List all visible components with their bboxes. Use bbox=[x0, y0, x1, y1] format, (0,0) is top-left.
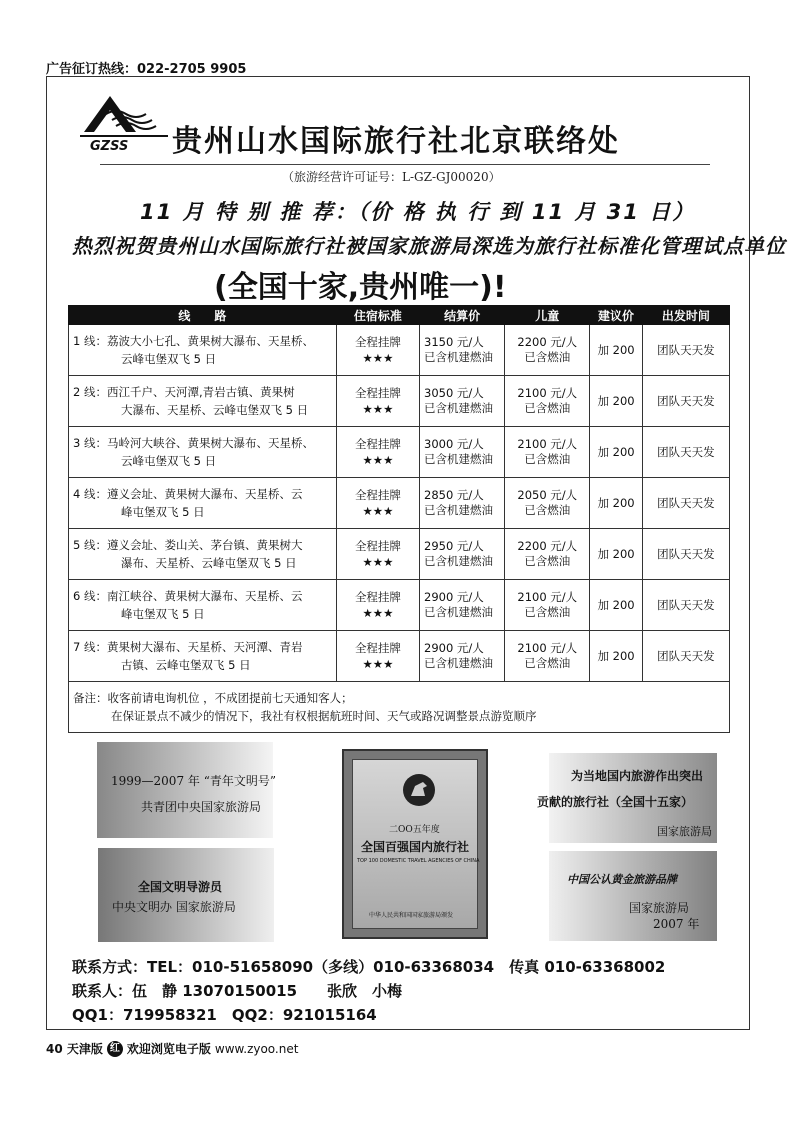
child-cell: 2200 元/人 已含燃油 bbox=[505, 529, 590, 580]
price-cell: 2950 元/人 已含机建燃油 bbox=[420, 529, 505, 580]
table-row bbox=[69, 427, 730, 478]
suggest-cell: 加 200 bbox=[590, 325, 642, 376]
price-cell: 3000 元/人 已含机建燃油 bbox=[420, 427, 505, 478]
promo-headline: 11 月 特 别 推 荐：（价 格 执 行 到 11 月 31 日） bbox=[140, 200, 696, 224]
stay-cell: 全程挂牌 ★★★ bbox=[336, 580, 419, 631]
price-cell: 2900 元/人 已含机建燃油 bbox=[420, 631, 505, 682]
red-badge-icon: 红 bbox=[107, 1041, 123, 1057]
table-row bbox=[69, 325, 730, 376]
cert-domestic-tourism: 为当地国内旅游作出突出 贡献的旅行社（全国十五家） 国家旅游局 bbox=[549, 753, 717, 843]
price-cell: 2900 元/人 已含机建燃油 bbox=[420, 580, 505, 631]
child-cell: 2100 元/人 已含燃油 bbox=[505, 580, 590, 631]
suggest-cell: 加 200 bbox=[590, 427, 642, 478]
promo-unique: (全国十家,贵州唯一)! bbox=[214, 270, 507, 305]
col-route: 线 路 bbox=[69, 306, 337, 325]
depart-cell: 团队天天发 bbox=[642, 631, 729, 682]
route-cell: 7 线：黄果树大瀑布、天星桥、天河潭、青岩 古镇、云峰屯堡双飞 5 日 bbox=[69, 631, 337, 682]
stay-cell: 全程挂牌 ★★★ bbox=[336, 478, 419, 529]
route-cell: 1 线：荔波大小七孔、黄果树大瀑布、天星桥、 云峰屯堡双飞 5 日 bbox=[69, 325, 337, 376]
horse-emblem-icon bbox=[401, 772, 437, 808]
route-table bbox=[68, 305, 730, 733]
child-cell: 2100 元/人 已含燃油 bbox=[505, 427, 590, 478]
price-cell: 3050 元/人 已含机建燃油 bbox=[420, 376, 505, 427]
depart-cell: 团队天天发 bbox=[642, 478, 729, 529]
col-depart: 出发时间 bbox=[642, 306, 729, 325]
table-header-row bbox=[69, 306, 730, 325]
suggest-cell: 加 200 bbox=[590, 631, 642, 682]
suggest-cell: 加 200 bbox=[590, 478, 642, 529]
table-row bbox=[69, 631, 730, 682]
page-number: 40 天津版 bbox=[46, 1042, 103, 1056]
stay-cell: 全程挂牌 ★★★ bbox=[336, 376, 419, 427]
depart-cell: 团队天天发 bbox=[642, 376, 729, 427]
license-number: （旅游经营许可证号：L-GZ-GJ00020） bbox=[282, 170, 501, 184]
ad-hotline: 广告征订热线：022-2705 9905 bbox=[46, 62, 247, 77]
suggest-cell: 加 200 bbox=[590, 580, 642, 631]
cert-top100-plaque: 二OO五年度 全国百强国内旅行社 TOP 100 DOMESTIC TRAVEL AGENCIES OF CHINA 中华人民共和国国家旅游局颁发 bbox=[342, 749, 488, 939]
stay-cell: 全程挂牌 ★★★ bbox=[336, 427, 419, 478]
contact-person: 联系人：伍 静 13070150015 张欣 小梅 bbox=[72, 982, 403, 1000]
logo-text: GZSS bbox=[90, 139, 129, 154]
depart-cell: 团队天天发 bbox=[642, 427, 729, 478]
child-cell: 2050 元/人 已含燃油 bbox=[505, 478, 590, 529]
table-row bbox=[69, 580, 730, 631]
col-suggest: 建议价 bbox=[590, 306, 642, 325]
stay-cell: 全程挂牌 ★★★ bbox=[336, 325, 419, 376]
table-row bbox=[69, 376, 730, 427]
col-price: 结算价 bbox=[420, 306, 505, 325]
child-cell: 2100 元/人 已含燃油 bbox=[505, 376, 590, 427]
contact-qq: QQ1：719958321 QQ2：921015164 bbox=[72, 1006, 377, 1024]
route-cell: 3 线：马岭河大峡谷、黄果树大瀑布、天星桥、 云峰屯堡双飞 5 日 bbox=[69, 427, 337, 478]
route-cell: 2 线：西江千户、天河潭,青岩古镇、黄果树 大瀑布、天星桥、云峰屯堡双飞 5 日 bbox=[69, 376, 337, 427]
cert-youth-civilization: 1999—2007 年 “青年文明号” 共青团中央国家旅游局 bbox=[97, 742, 273, 838]
cert-golden-brand: 中国公认黄金旅游品牌 国家旅游局 2007 年 bbox=[549, 851, 717, 941]
route-cell: 4 线：遵义会址、黄果树大瀑布、天星桥、云 峰屯堡双飞 5 日 bbox=[69, 478, 337, 529]
cert-civilized-guide: 全国文明导游员 中央文明办 国家旅游局 bbox=[98, 848, 274, 942]
table-note-row bbox=[69, 682, 730, 733]
route-cell: 5 线：遵义会址、娄山关、茅台镇、黄果树大 瀑布、天星桥、云峰屯堡双飞 5 日 bbox=[69, 529, 337, 580]
price-cell: 3150 元/人 已含机建燃油 bbox=[420, 325, 505, 376]
col-child: 儿童 bbox=[505, 306, 590, 325]
child-cell: 2100 元/人 已含燃油 bbox=[505, 631, 590, 682]
promo-congrats: 热烈祝贺贵州山水国际旅行社被国家旅游局深选为旅行社标准化管理试点单位 bbox=[72, 234, 786, 258]
table-row bbox=[69, 478, 730, 529]
depart-cell: 团队天天发 bbox=[642, 580, 729, 631]
contact-phone: 联系方式：TEL：010-51658090（多线）010-63368034 传真 010-63368002 bbox=[72, 958, 666, 976]
child-cell: 2200 元/人 已含燃油 bbox=[505, 325, 590, 376]
page-title: 贵州山水国际旅行社北京联络处 bbox=[172, 124, 620, 159]
col-stay: 住宿标准 bbox=[336, 306, 419, 325]
table-row bbox=[69, 529, 730, 580]
page-footer bbox=[46, 1040, 298, 1057]
depart-cell: 团队天天发 bbox=[642, 529, 729, 580]
stay-cell: 全程挂牌 ★★★ bbox=[336, 631, 419, 682]
depart-cell: 团队天天发 bbox=[642, 325, 729, 376]
price-cell: 2850 元/人 已含机建燃油 bbox=[420, 478, 505, 529]
stay-cell: 全程挂牌 ★★★ bbox=[336, 529, 419, 580]
route-cell: 6 线：南江峡谷、黄果树大瀑布、天星桥、云 峰屯堡双飞 5 日 bbox=[69, 580, 337, 631]
footer-slogan: 欢迎浏览电子版 bbox=[126, 1042, 211, 1056]
company-logo-icon bbox=[76, 92, 172, 154]
title-divider bbox=[100, 164, 710, 165]
suggest-cell: 加 200 bbox=[590, 376, 642, 427]
footer-url[interactable]: www.zyoo.net bbox=[214, 1041, 299, 1056]
suggest-cell: 加 200 bbox=[590, 529, 642, 580]
table-note: 备注：收客前请电询机位 ，不成团提前七天通知客人； 在保证景点不减少的情况下，我社有权根据航班时间、天气或路况调整景点游览顺序 bbox=[69, 682, 730, 733]
